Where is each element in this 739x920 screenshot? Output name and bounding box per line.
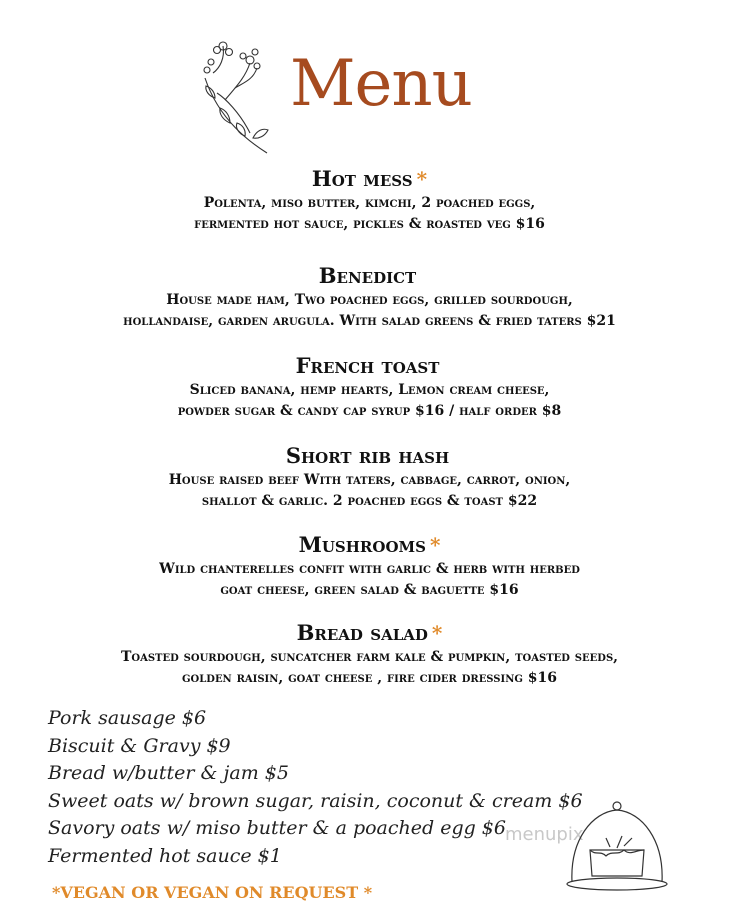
section-description [0, 193, 739, 235]
section-title-text: Hot mess [311, 166, 413, 191]
menu-section-hot-mess [0, 167, 739, 235]
side-item: Biscuit & Gravy $9 [48, 734, 231, 757]
section-description [0, 647, 739, 689]
description-line: powder sugar & candy cap syrup $16 / half order $8 [177, 403, 562, 420]
menu-section-benedict [0, 264, 739, 332]
menu-section-bread-salad [0, 621, 739, 689]
description-line: Wild chanterelles confit with garlic & herb with herbed [159, 561, 580, 578]
description-line: House raised beef With taters, cabbage, carrot, onion, [168, 472, 571, 489]
description-line: goat cheese, green salad & baguette $16 [220, 582, 519, 599]
vegan-star-icon: * [363, 883, 373, 902]
section-description [0, 380, 739, 422]
section-title-text: Bread salad [296, 620, 428, 645]
side-item: Savory oats w/ miso butter & a poached egg $6 [48, 817, 506, 839]
description-line: shallot & garlic. 2 poached eggs & toast $22 [201, 493, 538, 510]
description-line: hollandaise, garden arugula. With salad greens & fried taters $21 [123, 313, 616, 330]
side-item: Sweet oats w/ brown sugar, raisin, coconut & cream $6 [48, 789, 583, 812]
vegan-star-icon: * [429, 533, 441, 557]
description-line: Polenta, miso butter, kimchi, 2 poached eggs, [203, 195, 536, 212]
menu-title: Menu [290, 47, 472, 121]
description-line: Toasted sourdough, suncatcher farm kale & pumpkin, toasted seeds, [120, 649, 619, 666]
section-title [0, 621, 739, 644]
section-title-text: French toast [295, 353, 440, 378]
vegan-footnote-text: *VEGAN OR VEGAN ON REQUEST [52, 883, 359, 902]
section-description [0, 470, 739, 512]
section-title-text: Short rib hash [285, 443, 450, 468]
side-item: Pork sausage $6 [48, 707, 207, 729]
floral-illustration-icon [195, 38, 275, 158]
cake-cloche-icon [562, 800, 672, 895]
section-title-text: Mushrooms [298, 532, 426, 557]
description-line: golden raisin, goat cheese , fire cider dressing $16 [181, 670, 557, 687]
section-title [0, 533, 739, 556]
section-title [0, 167, 739, 190]
vegan-star-icon: * [416, 167, 428, 191]
watermark: menupix [505, 824, 584, 845]
section-title [0, 264, 739, 287]
menu-section-french-toast [0, 354, 739, 422]
vegan-star-icon: * [431, 621, 443, 645]
section-description [0, 559, 739, 601]
menu-section-mushrooms [0, 533, 739, 601]
vegan-footnote [52, 883, 372, 902]
description-line: House made ham, Two poached eggs, grilled sourdough, [166, 292, 573, 309]
side-item: Fermented hot sauce $1 [48, 844, 282, 867]
menu-section-short-rib-hash [0, 444, 739, 512]
section-title [0, 444, 739, 467]
description-line: Sliced banana, hemp hearts, Lemon cream cheese, [189, 382, 550, 399]
section-title-text: Benedict [318, 263, 417, 288]
side-item: Bread w/butter & jam $5 [48, 762, 289, 784]
section-title [0, 354, 739, 377]
description-line: fermented hot sauce, pickles & roasted veg $16 [194, 216, 545, 233]
sides-list [48, 705, 583, 870]
section-description [0, 290, 739, 332]
